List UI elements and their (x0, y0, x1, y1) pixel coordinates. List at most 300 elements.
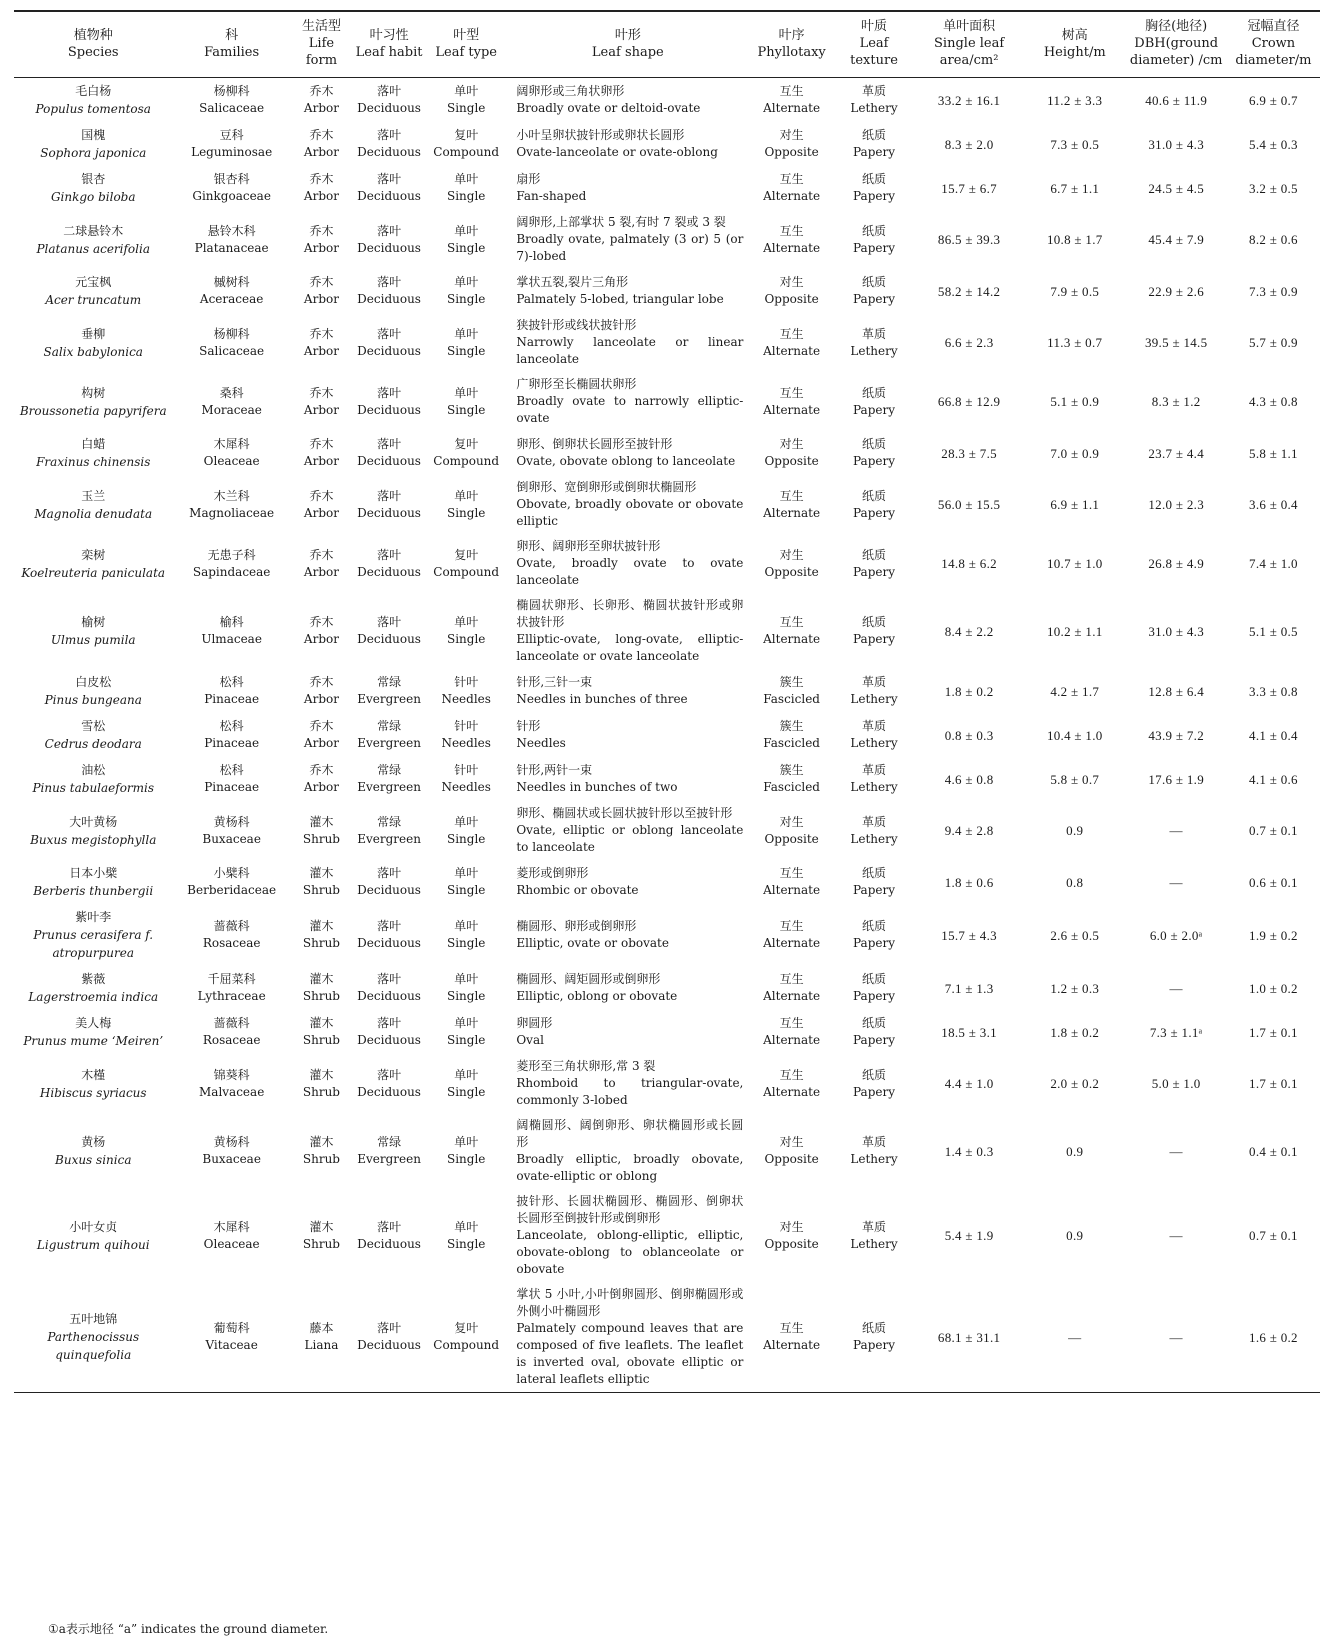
phyllotaxy-cell (749, 1282, 834, 1393)
leaf-shape-cell (506, 713, 749, 757)
species-name-zh: 油松 (81, 763, 106, 777)
leaf-type-zh: 单叶 (454, 1219, 479, 1234)
phyllotaxy-en: Alternate (763, 189, 821, 203)
dbh-cell: 5.0 ± 1.0 (1151, 1076, 1201, 1091)
species-name-zh: 垂柳 (81, 326, 106, 341)
family-cell (172, 534, 290, 593)
crown-cell: 5.1 ± 0.5 (1249, 623, 1298, 639)
table-row (14, 1282, 1320, 1393)
leaf-type-zh: 单叶 (454, 1067, 479, 1082)
species-cell (14, 122, 172, 166)
family-cell (172, 313, 290, 372)
phyllotaxy-cell (749, 210, 834, 269)
leaf-texture-en: Lethery (850, 1152, 898, 1166)
family-cell (172, 122, 290, 166)
family-zh: 杨柳科 (213, 84, 250, 98)
leaf-area-cell: 15.7 ± 6.7 (941, 180, 997, 196)
life-form-en: Shrub (302, 831, 340, 846)
leaf-texture-en: Papery (853, 145, 896, 159)
leaf-texture-cell (834, 78, 914, 123)
leaf-type-zh: 单叶 (454, 223, 479, 238)
family-en: Oleaceae (203, 1236, 260, 1251)
leaf-habit-cell (352, 966, 426, 1010)
species-cell (14, 757, 172, 801)
species-name-zh: 美人梅 (75, 1016, 112, 1030)
leaf-shape-en: Ovate-lanceolate or ovate-oblong (516, 145, 718, 159)
crown-cell: 0.7 ± 0.1 (1249, 823, 1298, 838)
phyllotaxy-en: Opposite (764, 292, 819, 306)
leaf-type-zh: 单叶 (454, 385, 479, 400)
leaf-shape-cell (506, 669, 749, 713)
life-form-en: Arbor (303, 402, 339, 417)
leaf-shape-zh: 针形 (516, 719, 541, 733)
leaf-type-cell (426, 534, 506, 593)
column-header (506, 11, 749, 78)
leaf-habit-en: Deciduous (357, 240, 421, 255)
life-form-zh: 乔木 (309, 719, 334, 733)
height-cell: 11.2 ± 3.3 (1047, 92, 1103, 108)
family-zh: 小檗科 (213, 866, 250, 880)
species-name-zh: 木槿 (81, 1067, 106, 1082)
leaf-shape-en: Obovate, broadly obovate or obovate elliptic (516, 497, 744, 528)
phyllotaxy-cell (749, 78, 834, 123)
leaf-texture-cell (834, 593, 914, 669)
leaf-habit-en: Deciduous (357, 989, 421, 1003)
dbh-cell: — (1169, 1228, 1183, 1243)
leaf-texture-zh: 革质 (862, 675, 887, 689)
leaf-type-zh: 复叶 (454, 437, 479, 451)
leaf-texture-en: Papery (853, 632, 896, 646)
column-header-en: Leaf texture (850, 36, 898, 68)
species-cell (14, 78, 172, 123)
family-cell (172, 1189, 290, 1282)
leaf-shape-cell (506, 166, 749, 210)
leaf-shape-zh: 阔卵形,上部掌状 5 裂,有时 7 裂或 3 裂 (516, 215, 726, 229)
leaf-type-cell (426, 475, 506, 534)
height-cell: 4.2 ± 1.7 (1050, 683, 1100, 699)
family-en: Vitaceae (205, 1338, 258, 1352)
crown-cell: 0.4 ± 0.1 (1249, 1143, 1298, 1159)
leaf-type-cell (426, 801, 506, 860)
leaf-type-cell (426, 904, 506, 966)
leaf-texture-zh: 革质 (862, 326, 887, 341)
leaf-type-zh: 单叶 (454, 972, 479, 986)
family-cell (172, 757, 290, 801)
height-cell: 6.9 ± 1.1 (1050, 497, 1100, 512)
life-form-cell (291, 210, 352, 269)
leaf-area-cell: 33.2 ± 16.1 (937, 92, 1001, 108)
leaf-habit-cell (352, 534, 426, 593)
leaf-shape-cell (506, 210, 749, 269)
leaf-type-cell (426, 966, 506, 1010)
leaf-type-en: Single (446, 1236, 486, 1251)
life-form-en: Shrub (302, 1152, 340, 1166)
life-form-zh: 乔木 (309, 437, 334, 451)
phyllotaxy-zh: 簇生 (779, 719, 804, 733)
species-cell (14, 593, 172, 669)
dbh-cell: — (1169, 1143, 1183, 1159)
life-form-en: Arbor (303, 343, 339, 358)
leaf-habit-zh: 落叶 (377, 972, 402, 986)
leaf-habit-cell (352, 713, 426, 757)
phyllotaxy-cell (749, 1113, 834, 1189)
leaf-texture-zh: 纸质 (862, 172, 887, 186)
leaf-type-en: Single (446, 883, 486, 897)
leaf-area-cell: 1.8 ± 0.2 (944, 683, 994, 699)
phyllotaxy-zh: 对生 (779, 1219, 804, 1234)
species-name-latin: Ginkgo biloba (50, 190, 136, 204)
leaf-type-en: Single (446, 101, 486, 115)
leaf-type-cell (426, 269, 506, 313)
leaf-habit-zh: 常绿 (377, 814, 402, 829)
family-cell (172, 269, 290, 313)
leaf-habit-zh: 常绿 (377, 1135, 402, 1149)
leaf-habit-cell (352, 1054, 426, 1113)
leaf-habit-zh: 落叶 (377, 128, 402, 142)
dbh-cell: 26.8 ± 4.9 (1148, 556, 1204, 571)
leaf-shape-zh: 菱形至三角状卵形,常 3 裂 (516, 1059, 656, 1073)
leaf-type-cell (426, 78, 506, 123)
family-zh: 葡萄科 (213, 1321, 250, 1335)
leaf-shape-cell (506, 122, 749, 166)
dbh-cell: — (1169, 874, 1183, 890)
leaf-shape-zh: 小叶呈卵状披针形或卵状长圆形 (516, 128, 685, 142)
phyllotaxy-en: Alternate (763, 989, 821, 1003)
phyllotaxy-cell (749, 593, 834, 669)
leaf-texture-cell (834, 713, 914, 757)
phyllotaxy-zh: 互生 (779, 866, 804, 880)
dbh-cell: 6.0 ± 2.0ᵃ (1149, 927, 1203, 943)
leaf-habit-cell (352, 372, 426, 431)
species-name-zh: 白皮松 (75, 675, 112, 689)
life-form-zh: 灌木 (309, 1067, 334, 1082)
life-form-zh: 乔木 (309, 326, 334, 341)
table-row (14, 78, 1320, 123)
family-zh: 木犀科 (213, 437, 250, 451)
column-header-zh: 叶形 (614, 27, 641, 43)
life-form-cell (291, 1113, 352, 1189)
leaf-area-cell: 58.2 ± 14.2 (937, 283, 1001, 299)
phyllotaxy-en: Alternate (763, 883, 821, 897)
life-form-en: Arbor (303, 240, 339, 255)
leaf-habit-zh: 落叶 (377, 326, 402, 341)
family-zh: 锦葵科 (213, 1067, 250, 1082)
family-en: Ginkgoaceae (192, 189, 271, 203)
leaf-type-en: Compound (433, 564, 500, 579)
life-form-en: Shrub (302, 989, 340, 1003)
column-header (834, 11, 914, 78)
leaf-habit-cell (352, 860, 426, 904)
phyllotaxy-cell (749, 966, 834, 1010)
species-cell (14, 1189, 172, 1282)
leaf-shape-cell (506, 966, 749, 1010)
leaf-area-cell: 8.3 ± 2.0 (944, 136, 994, 152)
column-header-zh: 胸径(地径) (1145, 19, 1208, 34)
column-header-en: Single leaf area/cm² (934, 36, 1005, 68)
leaf-type-zh: 单叶 (454, 488, 479, 503)
crown-cell: 5.7 ± 0.9 (1249, 335, 1298, 350)
leaf-type-cell (426, 713, 506, 757)
leaf-type-en: Single (446, 189, 486, 203)
life-form-zh: 灌木 (309, 814, 334, 829)
column-header-en: Leaf habit (355, 44, 423, 60)
leaf-type-en: Single (446, 831, 486, 846)
leaf-type-cell (426, 313, 506, 372)
dbh-cell: 8.3 ± 1.2 (1151, 394, 1201, 409)
family-cell (172, 904, 290, 966)
family-zh: 银杏科 (213, 172, 250, 186)
species-cell (14, 1113, 172, 1189)
leaf-texture-cell (834, 1054, 914, 1113)
leaf-habit-cell (352, 1282, 426, 1393)
column-header (14, 11, 172, 78)
table-row (14, 166, 1320, 210)
leaf-shape-en: Needles in bunches of three (516, 692, 688, 706)
leaf-area-cell: 14.8 ± 6.2 (941, 556, 997, 571)
leaf-shape-cell (506, 860, 749, 904)
leaf-type-en: Needles (441, 736, 491, 750)
height-cell: 2.0 ± 0.2 (1050, 1076, 1100, 1091)
family-en: Rosaceae (202, 1033, 261, 1047)
leaf-texture-zh: 革质 (862, 1135, 887, 1149)
leaf-area-cell: 86.5 ± 39.3 (937, 232, 1001, 247)
phyllotaxy-cell (749, 713, 834, 757)
phyllotaxy-en: Alternate (763, 936, 821, 950)
column-header-zh: 冠幅直径 (1247, 19, 1300, 34)
species-name-latin: Populus tomentosa (35, 102, 151, 116)
leaf-texture-en: Papery (853, 454, 896, 468)
height-cell: 0.8 (1066, 874, 1084, 890)
dbh-cell: 12.8 ± 6.4 (1148, 683, 1204, 699)
life-form-zh: 乔木 (309, 84, 334, 98)
leaf-type-en: Single (446, 632, 486, 646)
phyllotaxy-cell (749, 122, 834, 166)
phyllotaxy-zh: 簇生 (779, 675, 804, 689)
species-cell (14, 269, 172, 313)
phyllotaxy-cell (749, 269, 834, 313)
leaf-texture-cell (834, 669, 914, 713)
leaf-shape-cell (506, 431, 749, 475)
leaf-type-cell (426, 431, 506, 475)
leaf-texture-cell (834, 904, 914, 966)
leaf-habit-zh: 常绿 (377, 675, 402, 689)
height-cell: 0.9 (1066, 1228, 1084, 1243)
phyllotaxy-zh: 互生 (779, 172, 804, 186)
leaf-habit-cell (352, 593, 426, 669)
family-en: Rosaceae (202, 936, 261, 950)
leaf-texture-zh: 革质 (862, 84, 887, 98)
height-cell: 7.9 ± 0.5 (1050, 283, 1100, 299)
column-header (352, 11, 426, 78)
leaf-area-cell: 4.6 ± 0.8 (944, 771, 994, 787)
leaf-shape-en: Ovate, elliptic or oblong lanceolate to lanceolate (516, 823, 744, 854)
species-name-zh: 小叶女贞 (69, 1219, 118, 1234)
leaf-texture-en: Papery (853, 989, 896, 1003)
life-form-en: Shrub (302, 1033, 340, 1047)
life-form-zh: 乔木 (309, 223, 334, 238)
life-form-en: Arbor (303, 692, 339, 706)
species-cell (14, 966, 172, 1010)
family-zh: 千屈菜科 (207, 972, 256, 986)
dbh-cell: 40.6 ± 11.9 (1145, 92, 1208, 108)
leaf-habit-en: Evergreen (357, 692, 421, 706)
life-form-cell (291, 860, 352, 904)
leaf-shape-en: Elliptic-ovate, long-ovate, elliptic-lanceolate or ovate lanceolate (516, 632, 744, 663)
species-cell (14, 166, 172, 210)
life-form-zh: 乔木 (309, 385, 334, 400)
leaf-habit-en: Deciduous (357, 101, 421, 115)
leaf-texture-zh: 纸质 (862, 275, 887, 289)
column-header-zh: 植物种 (73, 27, 113, 43)
leaf-texture-en: Lethery (850, 1236, 898, 1251)
leaf-texture-zh: 纸质 (862, 1067, 887, 1082)
family-zh: 槭树科 (213, 275, 250, 289)
phyllotaxy-en: Alternate (763, 632, 821, 646)
leaf-texture-en: Lethery (850, 831, 898, 846)
leaf-habit-cell (352, 801, 426, 860)
leaf-shape-zh: 掌状 5 小叶,小叶倒卵圆形、倒卵椭圆形或外侧小叶椭圆形 (516, 1287, 744, 1318)
leaf-type-en: Single (446, 292, 486, 306)
leaf-texture-cell (834, 860, 914, 904)
table-row (14, 475, 1320, 534)
leaf-type-zh: 针叶 (454, 719, 479, 733)
life-form-cell (291, 1282, 352, 1393)
column-header-en: Families (204, 44, 260, 60)
leaf-texture-en: Lethery (850, 692, 898, 706)
dbh-cell: 43.9 ± 7.2 (1148, 727, 1204, 743)
leaf-texture-en: Lethery (850, 736, 898, 750)
species-name-zh: 元宝枫 (75, 275, 112, 289)
leaf-habit-en: Deciduous (357, 1236, 421, 1251)
leaf-habit-en: Deciduous (357, 564, 421, 579)
leaf-shape-zh: 针形,两针一束 (516, 763, 593, 777)
life-form-en: Arbor (303, 736, 339, 750)
crown-cell: 4.1 ± 0.4 (1249, 727, 1298, 743)
leaf-area-cell: 7.1 ± 1.3 (944, 980, 994, 996)
leaf-texture-zh: 纸质 (862, 488, 887, 503)
height-cell: 5.1 ± 0.9 (1050, 394, 1100, 409)
leaf-type-zh: 针叶 (454, 675, 479, 689)
dbh-cell: — (1169, 980, 1183, 996)
life-form-cell (291, 757, 352, 801)
column-header (1024, 11, 1125, 78)
leaf-shape-en: Ovate, broadly ovate to ovate lanceolate (516, 556, 744, 587)
leaf-texture-cell (834, 534, 914, 593)
leaf-shape-cell (506, 269, 749, 313)
height-cell: 1.2 ± 0.3 (1050, 980, 1100, 996)
column-header-zh: 叶习性 (369, 27, 409, 43)
leaf-shape-cell (506, 801, 749, 860)
phyllotaxy-cell (749, 534, 834, 593)
height-cell: 10.8 ± 1.7 (1046, 232, 1103, 247)
life-form-cell (291, 475, 352, 534)
phyllotaxy-en: Opposite (764, 831, 819, 846)
species-cell (14, 713, 172, 757)
phyllotaxy-en: Opposite (764, 564, 819, 579)
family-cell (172, 860, 290, 904)
leaf-texture-zh: 纸质 (862, 972, 887, 986)
phyllotaxy-en: Fascicled (763, 780, 820, 794)
species-name-zh: 玉兰 (81, 488, 106, 503)
family-zh: 桑科 (219, 385, 244, 400)
dbh-cell: — (1169, 823, 1183, 838)
leaf-texture-cell (834, 801, 914, 860)
leaf-type-zh: 单叶 (454, 1016, 479, 1030)
species-name-zh: 黄杨 (81, 1135, 106, 1149)
leaf-habit-en: Deciduous (357, 505, 421, 520)
leaf-type-cell (426, 669, 506, 713)
phyllotaxy-zh: 对生 (779, 814, 804, 829)
column-header (1125, 11, 1226, 78)
phyllotaxy-zh: 簇生 (779, 763, 804, 777)
leaf-area-cell: 1.8 ± 0.6 (944, 874, 994, 890)
life-form-zh: 灌木 (309, 1016, 334, 1030)
species-name-latin: Prunus mume ‘Meiren’ (23, 1034, 164, 1048)
leaf-type-cell (426, 372, 506, 431)
family-en: Pinaceae (204, 736, 260, 750)
species-name-zh: 银杏 (81, 172, 106, 186)
dbh-cell: 31.0 ± 4.3 (1148, 136, 1204, 152)
phyllotaxy-zh: 互生 (779, 1321, 804, 1335)
dbh-cell: — (1125, 1282, 1226, 1393)
phyllotaxy-zh: 对生 (779, 547, 804, 562)
table-row (14, 1010, 1320, 1054)
column-header-zh: 叶质 (861, 19, 888, 34)
leaf-shape-cell (506, 78, 749, 123)
leaf-area-cell: 8.4 ± 2.2 (944, 623, 994, 639)
family-en: Buxaceae (202, 1152, 261, 1166)
leaf-shape-zh: 椭圆形、卵形或倒卵形 (516, 919, 637, 933)
family-cell (172, 431, 290, 475)
height-cell: 10.4 ± 1.0 (1046, 727, 1103, 743)
leaf-texture-zh: 革质 (862, 719, 887, 733)
crown-cell: 1.7 ± 0.1 (1249, 1076, 1298, 1091)
leaf-habit-en: Evergreen (357, 831, 421, 846)
column-header-en: Species (67, 44, 119, 60)
life-form-zh: 藤本 (309, 1321, 334, 1335)
leaf-habit-cell (352, 1189, 426, 1282)
column-header (1227, 11, 1320, 78)
leaf-type-en: Compound (433, 454, 500, 468)
life-form-cell (291, 713, 352, 757)
leaf-texture-en: Papery (853, 402, 896, 417)
life-form-zh: 灌木 (309, 1135, 334, 1149)
leaf-type-cell (426, 1054, 506, 1113)
leaf-texture-cell (834, 269, 914, 313)
life-form-zh: 乔木 (309, 547, 334, 562)
leaf-habit-zh: 落叶 (377, 223, 402, 238)
phyllotaxy-zh: 互生 (779, 919, 804, 933)
dbh-cell: 39.5 ± 14.5 (1144, 335, 1208, 350)
species-name-latin: Sophora japonica (40, 146, 147, 160)
leaf-type-zh: 单叶 (454, 84, 479, 98)
table-row (14, 122, 1320, 166)
table-header-row (14, 11, 1320, 78)
phyllotaxy-zh: 互生 (779, 488, 804, 503)
table-row (14, 1189, 1320, 1282)
leaf-texture-en: Papery (853, 883, 896, 897)
leaf-type-en: Single (446, 343, 486, 358)
leaf-habit-zh: 常绿 (377, 719, 402, 733)
crown-cell: 3.6 ± 0.4 (1249, 497, 1298, 512)
leaf-shape-en: Lanceolate, oblong-elliptic, elliptic, obovate-oblong to oblanceolate or obovate (516, 1228, 744, 1276)
life-form-zh: 乔木 (309, 275, 334, 289)
family-en: Salicaceae (199, 343, 265, 358)
phyllotaxy-zh: 互生 (779, 84, 804, 98)
leaf-texture-cell (834, 1010, 914, 1054)
leaf-texture-en: Papery (853, 1084, 896, 1099)
leaf-habit-zh: 落叶 (377, 866, 402, 880)
